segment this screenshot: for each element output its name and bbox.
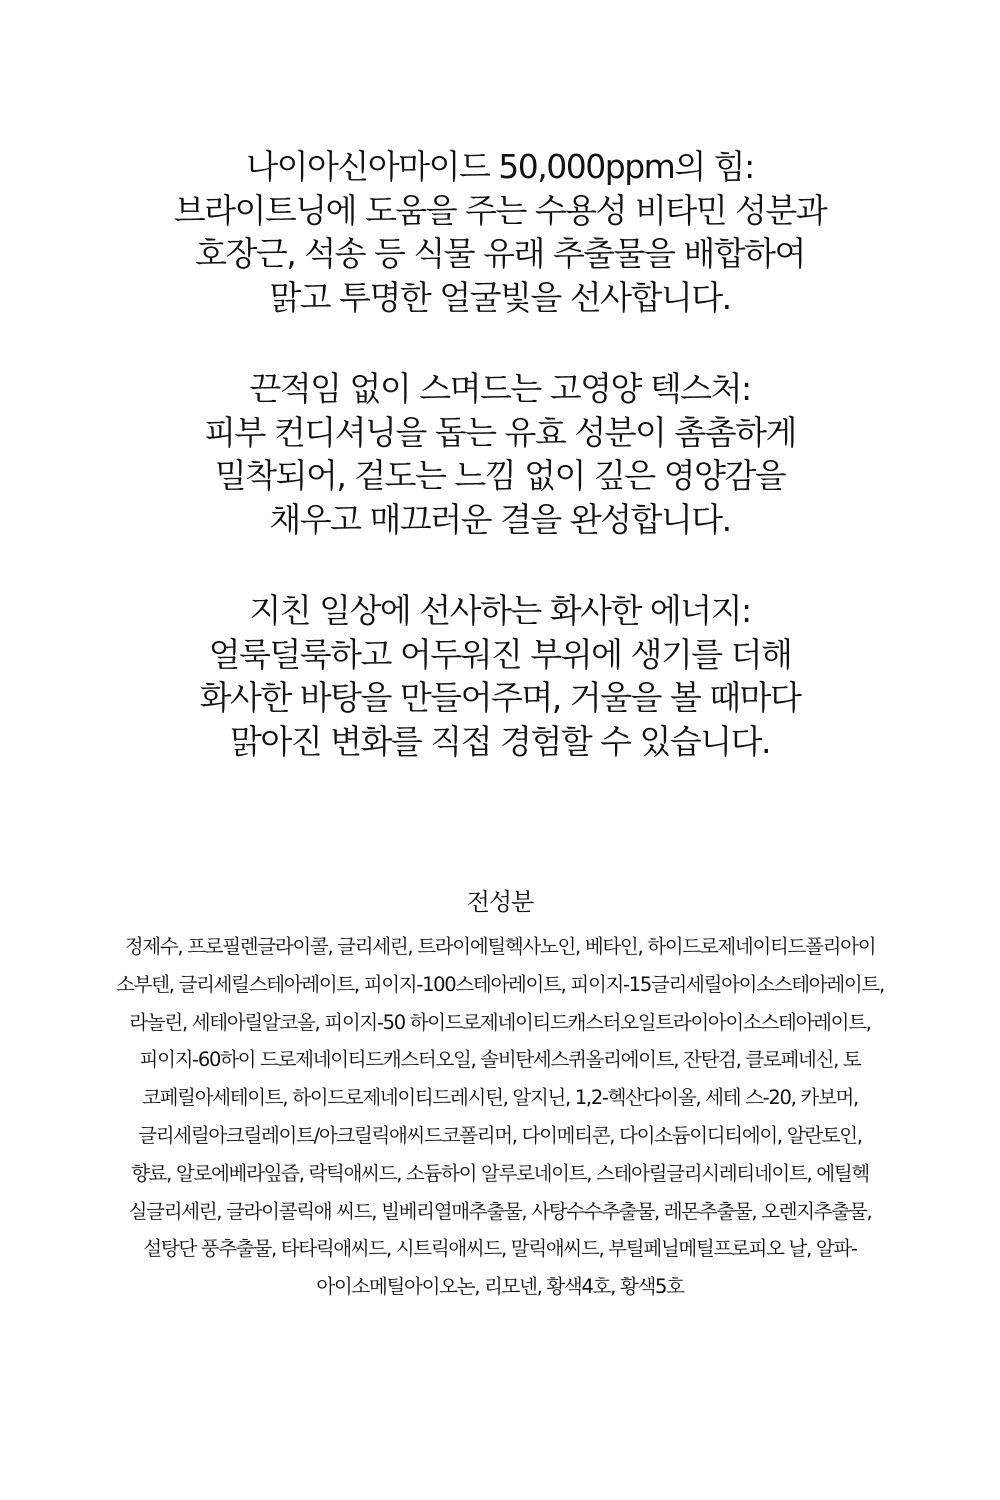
feature-text-line: 얼룩덜룩하고 어두워진 부위에 생기를 더해 — [208, 634, 792, 674]
feature-text-line: 맑고 투명한 얼굴빛을 선사합니다. — [269, 277, 731, 317]
ingredients-line: 실글리세린, 글라이콜릭애 씨드, 빌베리열매추출물, 사탕수수추출물, 레몬추출물, 오렌지추출물, — [128, 1199, 872, 1223]
feature-text-line: 피부 컨디셔닝을 돕는 유효 성분이 촘촘하게 — [204, 412, 796, 452]
feature-heading: 지친 일상에 선사하는 화사한 에너지: — [249, 591, 751, 630]
feature-text-line: 밀착되어, 겉도는 느낌 없이 깊은 영양감을 — [214, 456, 786, 495]
feature-texture — [0, 367, 1000, 541]
ingredients-line: 라놀린, 세테아릴알코올, 피이지-50 하이드로제네이티드캐스터오일트라이아이소스테아레이트, — [129, 1010, 871, 1034]
ingredients-line: 소부텐, 글리세릴스테아레이트, 피이지-100스테아레이트, 피이지-15글리세릴아이소스테아레이트, — [116, 972, 884, 996]
feature-text-line: 호장근, 석송 등 식물 유래 추출물을 배합하여 — [195, 234, 805, 273]
ingredients-line: 피이지-60하이 드로제네이티드캐스터오일, 솔비탄세스퀴올리에이트, 잔탄검, 클로페네신, 토 — [139, 1048, 861, 1072]
feature-energy — [0, 589, 1000, 763]
ingredients-line: 글리세릴아크릴레이트/아크릴릭애씨드코폴리머, 다이메티콘, 다이소듐이디티에이, 알란토인, — [138, 1123, 862, 1147]
ingredients-title: 전성분 — [466, 888, 534, 916]
ingredients-line: 향료, 알로에베라잎즙, 락틱애씨드, 소듐하이 알루로네이트, 스테아릴글리시레티네이트, 에틸헥 — [131, 1161, 869, 1185]
feature-text-line: 브라이트닝에 도움을 주는 수용성 비타민 성분과 — [173, 190, 827, 230]
ingredients-section — [40, 882, 960, 1306]
feature-text-line: 맑아진 변화를 직접 경험할 수 있습니다. — [230, 721, 770, 761]
feature-heading: 끈적임 없이 스며드는 고영양 텍스처: — [249, 369, 751, 408]
ingredients-line: 정제수, 프로필렌글라이콜, 글리세린, 트라이에틸헥사노인, 베타인, 하이드로제네이티드폴리아이 — [124, 935, 876, 958]
feature-descriptions — [0, 145, 1000, 811]
ingredients-line: 아이소메틸아이오논, 리모넨, 황색4호, 황색5호 — [316, 1275, 684, 1299]
ingredients-line: 설탕단 풍추출물, 타타릭애씨드, 시트릭애씨드, 말릭애씨드, 부틸페닐메틸프로피오 날, 알파- — [143, 1237, 857, 1261]
feature-heading: 나이아신아마이드 50,000ppm의 힘: — [246, 147, 754, 186]
ingredients-line: 코페릴아세테이트, 하이드로제네이티드레시틴, 알지닌, 1,2-헥산다이올, 세테 스-20, 카보머, — [142, 1086, 858, 1110]
feature-text-line: 채우고 매끄러운 결을 완성합니다. — [269, 499, 731, 539]
feature-niacinamide — [0, 145, 1000, 319]
feature-text-line: 화사한 바탕을 만들어주며, 거울을 볼 때마다 — [199, 678, 801, 717]
